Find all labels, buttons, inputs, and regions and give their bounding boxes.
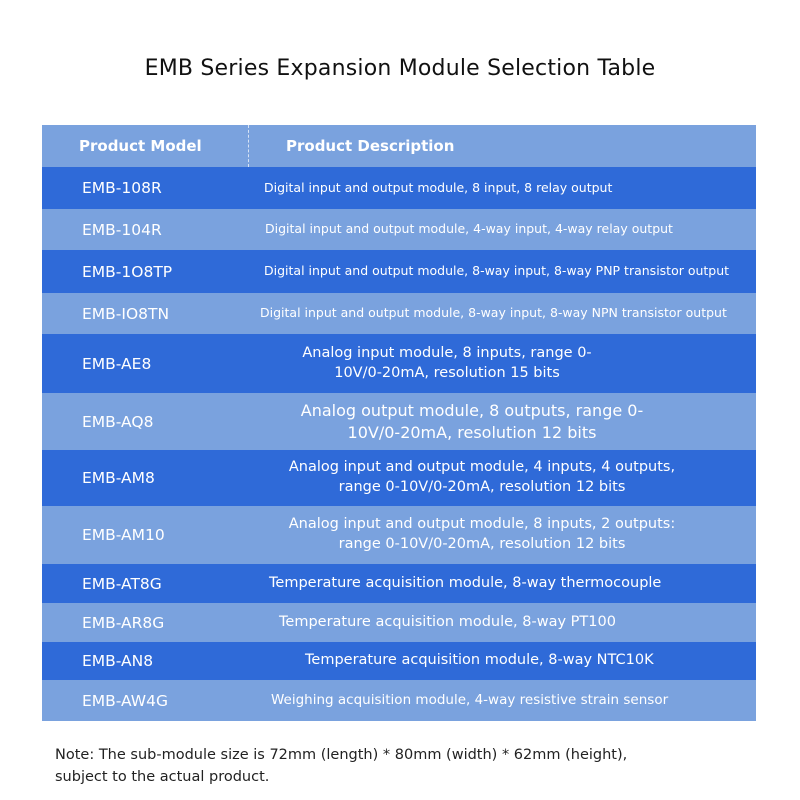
row-description: Digital input and output module, 8 input, 8 relay output [264, 179, 613, 195]
row-model: EMB-AM10 [82, 526, 165, 544]
row-model: EMB-104R [82, 220, 162, 239]
row-model: EMB-AT8G [82, 574, 162, 593]
row-model: EMB-AQ8 [82, 412, 154, 431]
row-description: Digital input and output module, 8-way input, 8-way NPN transistor output [260, 305, 727, 321]
row-description: Analog output module, 8 outputs, range 0-10V/0-20mA, resolution 12 bits [300, 400, 644, 442]
table-row [42, 293, 756, 334]
row-description: Temperature acquisition module, 8-way NTC10K [305, 652, 654, 669]
column-divider [248, 125, 249, 167]
row-model: EMB-AR8G [82, 613, 165, 632]
table-row [42, 209, 756, 250]
row-description: Weighing acquisition module, 4-way resistive strain sensor [271, 692, 669, 709]
row-model: EMB-AW4G [82, 691, 169, 710]
row-model: EMB-1O8TP [82, 262, 173, 281]
row-model: EMB-IO8TN [82, 304, 170, 323]
table-row [42, 564, 756, 603]
row-description: Digital input and output module, 4-way input, 4-way relay output [265, 221, 673, 237]
header-product-description: Product Description [286, 136, 455, 155]
row-description: Temperature acquisition module, 8-way thermocouple [269, 574, 662, 591]
row-model: EMB-108R [82, 179, 162, 197]
table-row [42, 680, 756, 721]
table-header [42, 125, 756, 167]
row-description: Analog input and output module, 8 inputs, 2 outputs: range 0-10V/0-20mA, resolution 12 bits [288, 516, 676, 552]
table-row [42, 393, 756, 450]
table-row [42, 167, 756, 209]
table-row [42, 506, 756, 564]
row-description: Digital input and output module, 8-way input, 8-way PNP transistor output [264, 263, 730, 279]
table-row [42, 642, 756, 680]
footnote: Note: The sub-module size is 72mm (length) * 80mm (width) * 62mm (height), subject to the actual product. [55, 747, 628, 786]
selection-table [42, 125, 756, 721]
row-model: EMB-AM8 [82, 469, 155, 487]
row-model: EMB-AN8 [82, 652, 154, 670]
table-row [42, 450, 756, 506]
row-description: Temperature acquisition module, 8-way PT100 [279, 613, 616, 630]
row-description: Analog input module, 8 inputs, range 0-10V/0-20mA, resolution 15 bits [302, 344, 592, 381]
row-description: Analog input and output module, 4 inputs, 4 outputs, range 0-10V/0-20mA, resolution 12 bits [288, 459, 676, 495]
table-row [42, 250, 756, 293]
table-row [42, 603, 756, 642]
page-title: EMB Series Expansion Module Selection Table [144, 56, 656, 81]
table-row [42, 334, 756, 393]
row-model: EMB-AE8 [82, 354, 152, 373]
header-product-model: Product Model [79, 137, 202, 155]
